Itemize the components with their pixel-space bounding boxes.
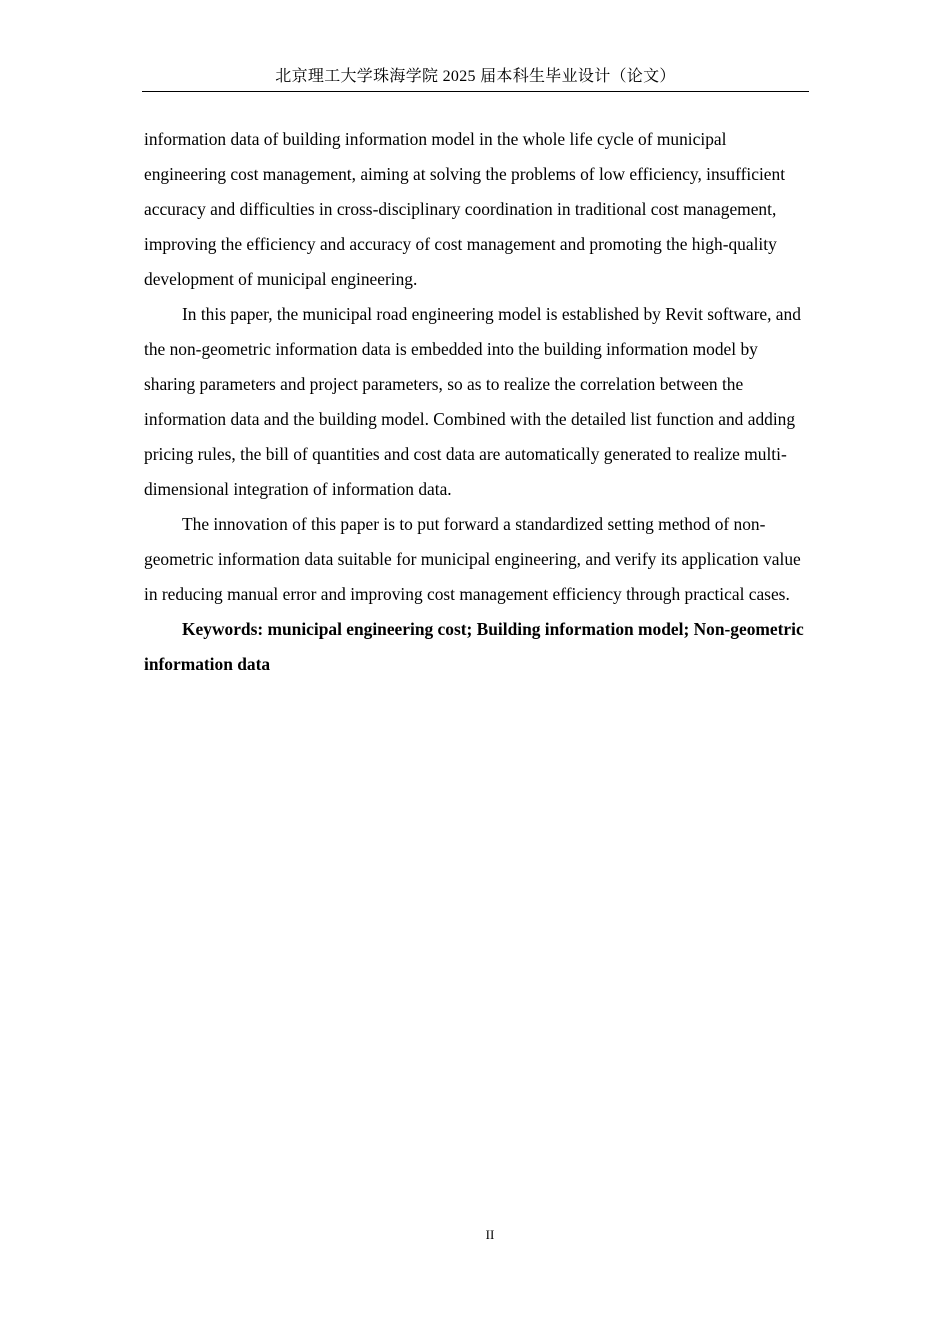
keywords: Keywords: municipal engineering cost; Building information model; Non-geometric information data	[144, 619, 804, 674]
abstract-body	[144, 122, 808, 682]
page-number: II	[485, 1227, 495, 1242]
page-header	[142, 66, 809, 92]
header-title: 北京理工大学珠海学院 2025 届本科生毕业设计（论文）	[275, 68, 676, 85]
abstract-paragraph-method: In this paper, the municipal road engineering model is established by Revit software, and the non-geometric information data is embedded into the building information model by sharing parameters and project parameters, so as to realize the correlation between the information data and the building model. Combined with the detailed list function and adding pricing rules, the bill of quantities and cost data are automatically generated to realize multi-dimensional integration of information data.	[144, 304, 801, 499]
abstract-paragraph-innovation: The innovation of this paper is to put forward a standardized setting method of non-geometric information data suitable for municipal engineering, and verify its application value in reducing manual error and improving cost management efficiency through practical cases.	[144, 514, 801, 604]
abstract-paragraph-continued: information data of building information model in the whole life cycle of municipal engineering cost management, aiming at solving the problems of low efficiency, insufficient accuracy and difficulties in cross-disciplinary coordination in traditional cost management, improving the efficiency and accuracy of cost management and promoting the high-quality development of municipal engineering.	[144, 129, 786, 289]
